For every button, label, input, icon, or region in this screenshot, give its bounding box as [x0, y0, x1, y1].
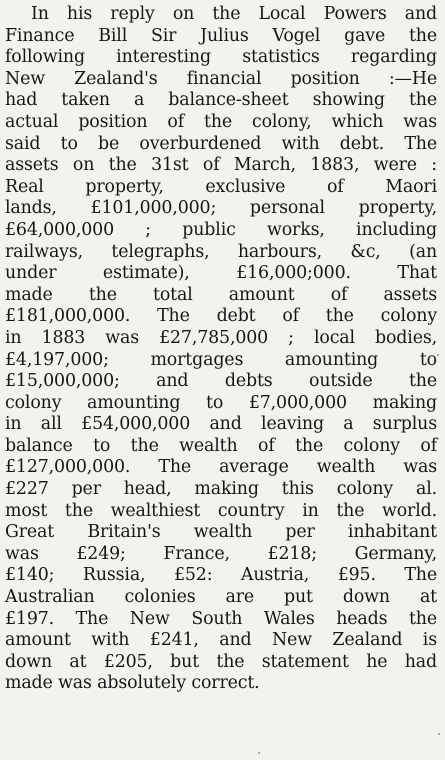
article-line: in all £54,000,000 and leaving a surplus — [5, 414, 437, 435]
article-line: £197. The New South Wales heads the — [5, 608, 437, 629]
article-line: £140; Russia, £52: Austria, £95. The — [5, 565, 437, 586]
article-line: colony amounting to £7,000,000 making — [5, 392, 437, 413]
article-line: railways, telegraphs, harbours, &c, (an — [5, 241, 437, 262]
article-line: lands, £101,000,000; personal property, — [5, 198, 437, 219]
article-line: amount with £241, and New Zealand is — [5, 630, 437, 651]
print-speck — [258, 752, 260, 754]
article-line: following interesting statistics regarding — [5, 47, 437, 68]
article-line: down at £205, but the statement he had — [5, 651, 437, 672]
article-line: Australian colonies are put down at — [5, 587, 437, 608]
article-line: £15,000,000; and debts outside the — [5, 371, 437, 392]
article-line: Real property, exclusive of Maori — [5, 176, 437, 197]
article-line: £64,000,000 ; public works, including — [5, 219, 437, 240]
article-line: £181,000,000. The debt of the colony — [5, 306, 437, 327]
article-line: actual position of the colony, which was — [5, 111, 437, 132]
article-line: said to be overburdened with debt. The — [5, 133, 437, 154]
article-line: Finance Bill Sir Julius Vogel gave the — [5, 25, 437, 46]
article-line: £127,000,000. The average wealth was — [5, 457, 437, 478]
article-line: assets on the 31st of March, 1883, were : — [5, 155, 437, 176]
article-line: most the wealthiest country in the world. — [5, 500, 437, 521]
article-line: £4,197,000; mortgages amounting to — [5, 349, 437, 370]
article-line: In his reply on the Local Powers and — [31, 4, 437, 24]
article-line: balance to the wealth of the colony of — [5, 435, 437, 456]
article-line: had taken a balance-sheet showing the — [5, 90, 437, 111]
article-line: Great Britain's wealth per inhabitant — [5, 522, 437, 543]
article-text — [5, 4, 437, 695]
article-line: in 1883 was £27,785,000 ; local bodies, — [5, 327, 437, 348]
article-line: was £249; France, £218; Germany, — [5, 543, 437, 564]
print-speck — [437, 354, 439, 356]
article-line: made the total amount of assets — [5, 284, 437, 305]
article-line: made was absolutely correct. — [5, 673, 260, 694]
article-line: under estimate), £16,000;000. That — [5, 263, 437, 284]
article-line: £227 per head, making this colony al. — [5, 479, 437, 500]
print-speck — [438, 733, 440, 735]
article-line: New Zealand's financial position :—He — [5, 68, 437, 89]
